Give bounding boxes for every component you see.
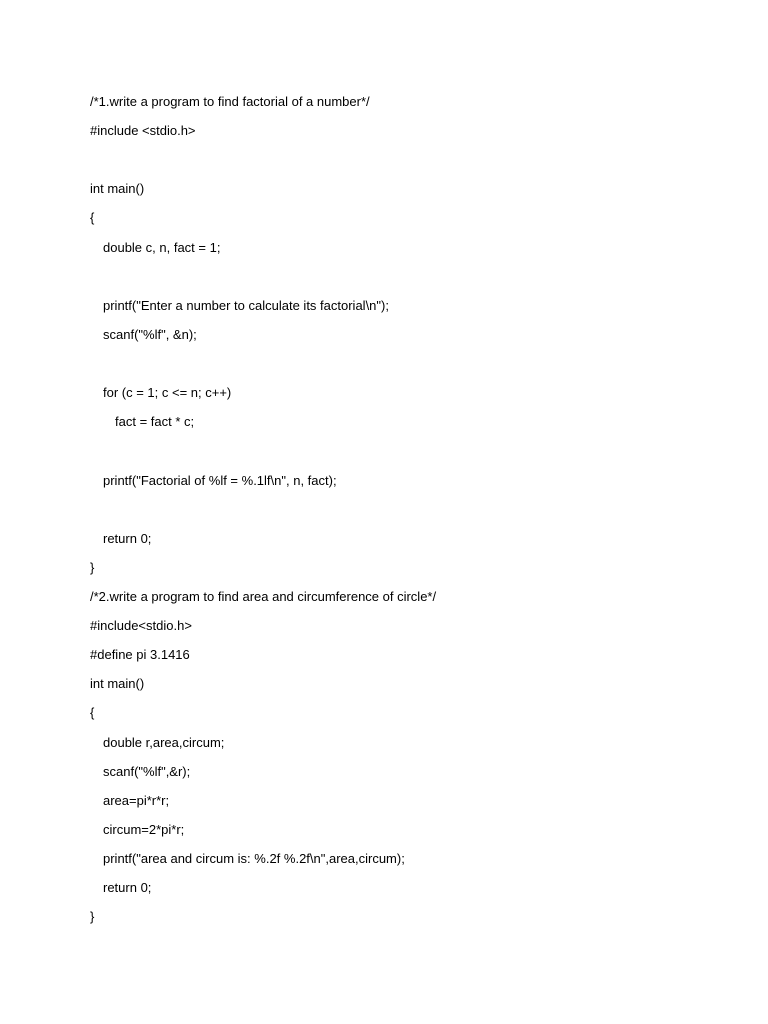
code-line: area=pi*r*r; — [103, 793, 170, 808]
code-line: { — [90, 210, 95, 225]
comment-line: /*2.write a program to find area and circumference of circle*/ — [90, 589, 437, 604]
code-line: int main() — [90, 181, 145, 196]
code-line: printf("Factorial of %lf = %.1lf\n", n, fact); — [103, 473, 337, 488]
code-line: scanf("%lf", &n); — [103, 327, 197, 342]
code-line: return 0; — [103, 531, 152, 546]
code-line: #include <stdio.h> — [90, 123, 196, 138]
code-line: } — [90, 560, 95, 575]
code-line: double c, n, fact = 1; — [103, 240, 221, 255]
code-line: int main() — [90, 676, 145, 691]
code-line: return 0; — [103, 880, 152, 895]
code-line: circum=2*pi*r; — [103, 822, 185, 837]
comment-line: /*1.write a program to find factorial of a number*/ — [90, 94, 370, 109]
code-line: printf("area and circum is: %.2f %.2f\n",area,circum); — [103, 851, 405, 866]
code-line: scanf("%lf",&r); — [103, 764, 191, 779]
code-line: double r,area,circum; — [103, 735, 225, 750]
code-line: fact = fact * c; — [115, 414, 195, 429]
code-line: { — [90, 705, 95, 720]
code-line: printf("Enter a number to calculate its factorial\n"); — [103, 298, 389, 313]
code-line: #include<stdio.h> — [90, 618, 192, 633]
code-line: for (c = 1; c <= n; c++) — [103, 385, 232, 400]
code-line: } — [90, 909, 95, 924]
code-line: #define pi 3.1416 — [90, 647, 190, 662]
